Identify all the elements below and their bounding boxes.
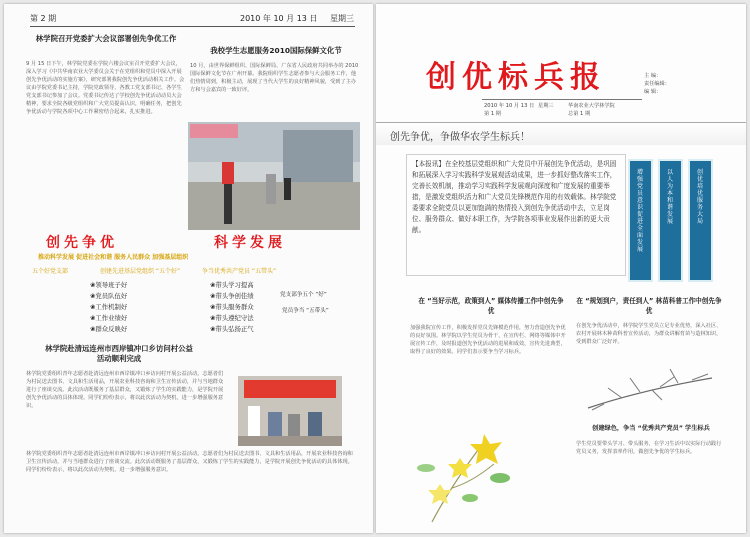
list-item: ❀带头学习提高 [210, 281, 254, 289]
banner-slogan: 科学发展 [214, 235, 286, 251]
list-item: ❀工作机制好 [90, 303, 128, 311]
issue-label: 第 2 期 [30, 14, 57, 23]
banner-line: 推动科学发展 促进社会和谐 服务人民群众 加强基层组织 [38, 254, 189, 261]
lead-article: 【本报讯】在全校基层党组织和广大党员中开展创先争优活动，是巩固和拓展深入学习实践科学发展观活动成果，进一步抓好整改落实工作，完善长效机制，推动学习实践科学发展观向深度和广度发展的重要举措，是激发党组织活力和广大党员先锋模范作用的有效载体。林学院党委要求全院党员以更加饱满的热情投入到创先争优活动中去，立足岗位、服务群众、做好本职工作，为学院各项事业发展作出新的更大贡献。 [412, 160, 617, 234]
article-title: 林学院召开党委扩大会议部署创先争优工作 [35, 34, 177, 43]
article-body: 林学院党委组织青年志愿者赴清远连州市西岸镇冲口乡访问村开展公益活动。志愿者们为村民送去图书、文具和生活用品，开展农业科技咨询和卫生宣传活动，并与当地群众进行了座谈交流。此次活动既服务了基层群众，又锻炼了学生的实践能力，是学院开展创先争优活动的具体体现。同学们纷纷表示，将以此次活动为契机，进一步增强服务意识。 [26, 371, 224, 409]
article-body: 学生党员要带头学习、带头服务，在学习生活中以实际行动践行党员义务，发挥表率作用，做创先争优的学生标兵。 [576, 441, 722, 455]
left-page [4, 4, 373, 533]
lead-article-box [406, 154, 626, 276]
pledge-text: 党员争当 “五带头” [282, 308, 329, 314]
list-item: ❀带头弘扬正气 [210, 325, 254, 333]
article-body: 在创先争优活动中，林学院学生党员立足专业优势，深入社区、农村开展林木种苗科普宣传活动，为群众讲解育苗与造林知识，受到群众广泛好评。 [576, 323, 722, 345]
list-item: ❀带头遵纪守法 [210, 314, 254, 322]
list-item: ❀带头服务群众 [210, 303, 254, 311]
flower-illustration [412, 424, 522, 524]
editor-line: 编 辑： [644, 89, 662, 95]
poster-text: 创优培优服务大局 [697, 169, 704, 225]
banner-subtitle: 争当优秀共产党员 “五带头” [202, 268, 277, 275]
list-item: ❀群众反映好 [90, 325, 128, 333]
bamboo-illustration [582, 360, 722, 420]
campaign-banner [24, 230, 364, 338]
article-body: 10 月，由世界保鲜组织、国际保鲜局、广东省人民政府共同举办的 2010 国际保鲜文化节在广州开幕。我院组织学生志愿者参与大会服务工作，他们热情周到，积极主动，展现了当代大学生的良好精神风貌，受到了主办方和与会嘉宾的一致好评。 [190, 63, 359, 93]
article-title: 创建绿色，争当 “优秀共产党员” 学生标兵 [592, 425, 710, 432]
slogan-bar [376, 122, 746, 145]
date-label: 2010 年 10 月 13 日 [240, 14, 318, 23]
page-header [30, 12, 355, 27]
right-page [376, 4, 746, 533]
list-item: ❀工作业绩好 [90, 314, 128, 322]
village-photo [238, 376, 342, 446]
editor-line: 主 编： [644, 73, 662, 79]
article-title: 在 “当好示范，政策到人” 媒体传播工作中创先争优 [418, 297, 564, 315]
masthead: 创优标兵报 [426, 60, 606, 95]
divider [482, 99, 642, 100]
poster-card [658, 159, 683, 282]
weekday-label: 星期三 [330, 14, 354, 23]
poster-text: 以人为本和谐发展 [667, 169, 674, 225]
total-issue-number: 总第 1 期 [568, 111, 591, 117]
issue-number: 第 1 期 [484, 111, 501, 117]
poster-text: 增强党员意识促进全面发展 [637, 169, 644, 253]
article-body: 加强我院宣传工作，积极发挥党员先锋模范作用，努力营造创先争优的良好氛围。林学院以学生党员为骨干，在宣传栏、网络等媒体中开展宣传工作，及时报道创先争优活动的进展和成效，宣传先进典型，取得了良好的效果。同学们表示要争当学习标兵。 [410, 325, 566, 355]
weekday-label: 星期三 [538, 103, 554, 109]
banner-subtitle: 五个好党支部 [32, 268, 69, 275]
article-body: 林学院党委组织青年志愿者赴清远连州市西岸镇冲口乡访问村开展公益活动。志愿者们为村民送去图书、文具和生活用品，开展农业科技咨询和卫生宣传活动，并与当地群众进行了座谈交流。此次活动既服务了基层群众，又锻炼了学生的实践能力，是学院开展创先争优活动的具体体现。同学们纷纷表示，将以此次活动为契机，进一步增强服务意识。 [26, 451, 353, 473]
volunteer-photo [188, 122, 360, 230]
editor-line: 责任编辑： [644, 81, 670, 87]
banner-slogan: 创先争优 [46, 235, 118, 251]
banner-subtitle: 创建先进基层党组织 “五个好” [100, 268, 181, 275]
publisher: 华南农业大学林学院 [568, 103, 615, 109]
list-item: ❀带头争创佳绩 [210, 292, 254, 300]
pledge-text: 党支部争五个 “好” [280, 292, 327, 298]
poster-card [688, 159, 713, 282]
article-title: 在 “规划到户，责任到人” 林苗科普工作中创先争优 [576, 297, 722, 315]
issue-date: 2010 年 10 月 13 日 [484, 103, 535, 109]
article-title: 我校学生志愿服务2010国际保鲜文化节 [210, 46, 342, 55]
article-body: 9 月 15 日下午，林学院党委在学院六楼会议室召开党委扩大会议，深入学习《中共华南农业大学委员会关于在党组织和党员中深入开展创先争优活动的实施方案》，研究部署我院创先争优活动相关工作。会议由学院党委书记主持，学院党政领导、各教工党支部书记、各学生党支部书记参加了会议。党委书记传达了学校创先争优活动动员大会精神，要求全院各级党组织和广大党员提高认识，明确任务，把创先争优活动与学院各项中心工作紧密结合起来，扎实推进。 [26, 61, 185, 115]
list-item: ❀党员队伍好 [90, 292, 128, 300]
article-title: 林学院赴清远连州市西岸镇冲口乡访问村公益活动顺利完成 [45, 344, 193, 363]
poster-card [628, 159, 653, 282]
slogan-text: 创先争优，争做华农学生标兵！ [390, 132, 530, 143]
list-item: ❀领导班子好 [90, 281, 128, 289]
